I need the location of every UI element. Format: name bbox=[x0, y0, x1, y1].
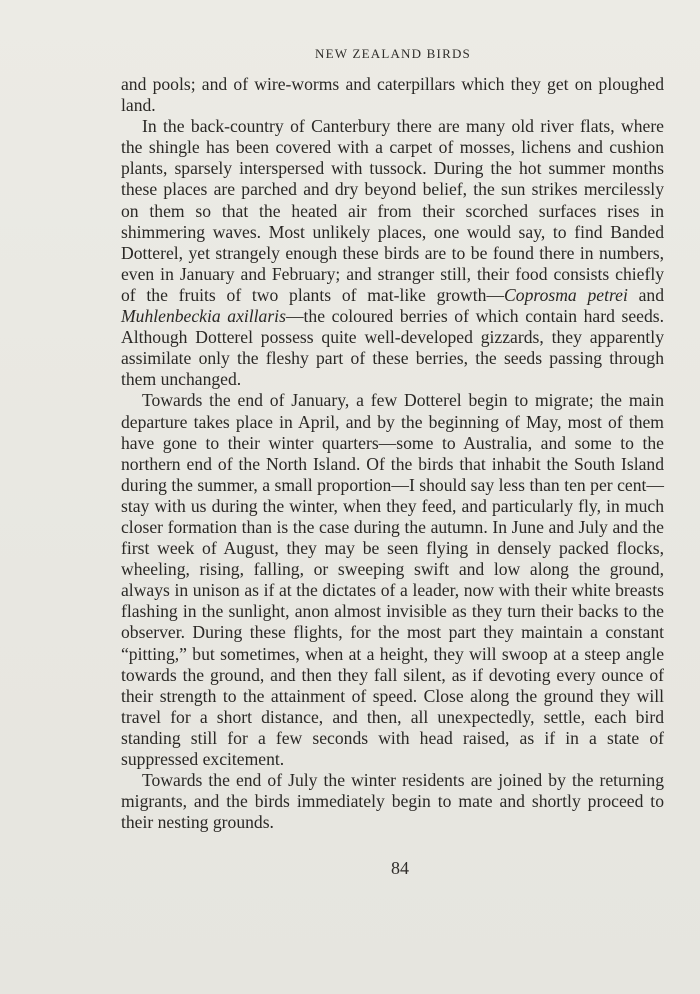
paragraph-migration: Towards the end of January, a few Dotterel begin to migrate; the main departure takes place in April, and by the beginning of May, most of them have gone to their winter quarters—some to Australia, and some to the northern end of the North Island. Of the birds that inhabit the South Island during the summer, a small proportion—I should say less than ten per cent—stay with us during the winter, when they feed, and particularly fly, in much closer formation than is the case during the autumn. In June and July and the first week of August, they may be seen flying in densely packed flocks, wheeling, rising, falling, or sweeping swift and low along the ground, always in unison as if at the dictates of a leader, now with their white breasts flashing in the sunlight, anon almost invisible as they turn their backs to the observer. During these flights, for the most part they maintain a constant “pitting,” but sometimes, when at a height, they will swoop at a steep angle towards the ground, and then they fall silent, as if devoting every ounce of their strength to the attainment of speed. Close along the ground they will travel for a short distance, and then, all unexpectedly, settle, each bird standing still for a few seconds with head raised, as if in a state of suppressed excitement. bbox=[121, 390, 664, 769]
paragraph-winter-residents: Towards the end of July the winter residents are joined by the returning migrants, and the birds immediately begin to mate and shortly proceed to their nesting grounds. bbox=[121, 770, 664, 833]
paragraph-text: In the back-country of Canterbury there are many old river flats, where the shingle has been covered with a carpet of mosses, lichens and cushion plants, sparsely interspersed with tussock. During the hot summer months these places are parched and dry beyond belief, the sun strikes mercilessly on them so that the heated air from their scorched surfaces rises in shimmering waves. Most unlikely places, one would say, to find Banded Dotterel, yet strangely enough these birds are to be found there in numbers, even in January and February; and stranger still, their food consists chiefly of the fruits of two plants of mat-like growth— bbox=[121, 116, 664, 305]
species-name: Coprosma petrei bbox=[504, 284, 628, 305]
paragraph-text: —the coloured berries of which contain hard seeds. Although Dotterel possess quite well-developed gizzards, they apparently assimilate only the fleshy part of these berries, the seeds passing through them unchanged. bbox=[121, 306, 664, 390]
paragraph-canterbury bbox=[121, 116, 664, 390]
species-name: Muhlenbeckia axillaris bbox=[121, 306, 286, 327]
body-text bbox=[121, 74, 664, 833]
running-head: NEW ZEALAND BIRDS bbox=[315, 46, 471, 61]
paragraph-text: and bbox=[627, 284, 665, 305]
page-number: 84 bbox=[391, 858, 409, 878]
paragraph-continued: and pools; and of wire-worms and caterpillars which they get on ploughed land. bbox=[121, 74, 664, 116]
